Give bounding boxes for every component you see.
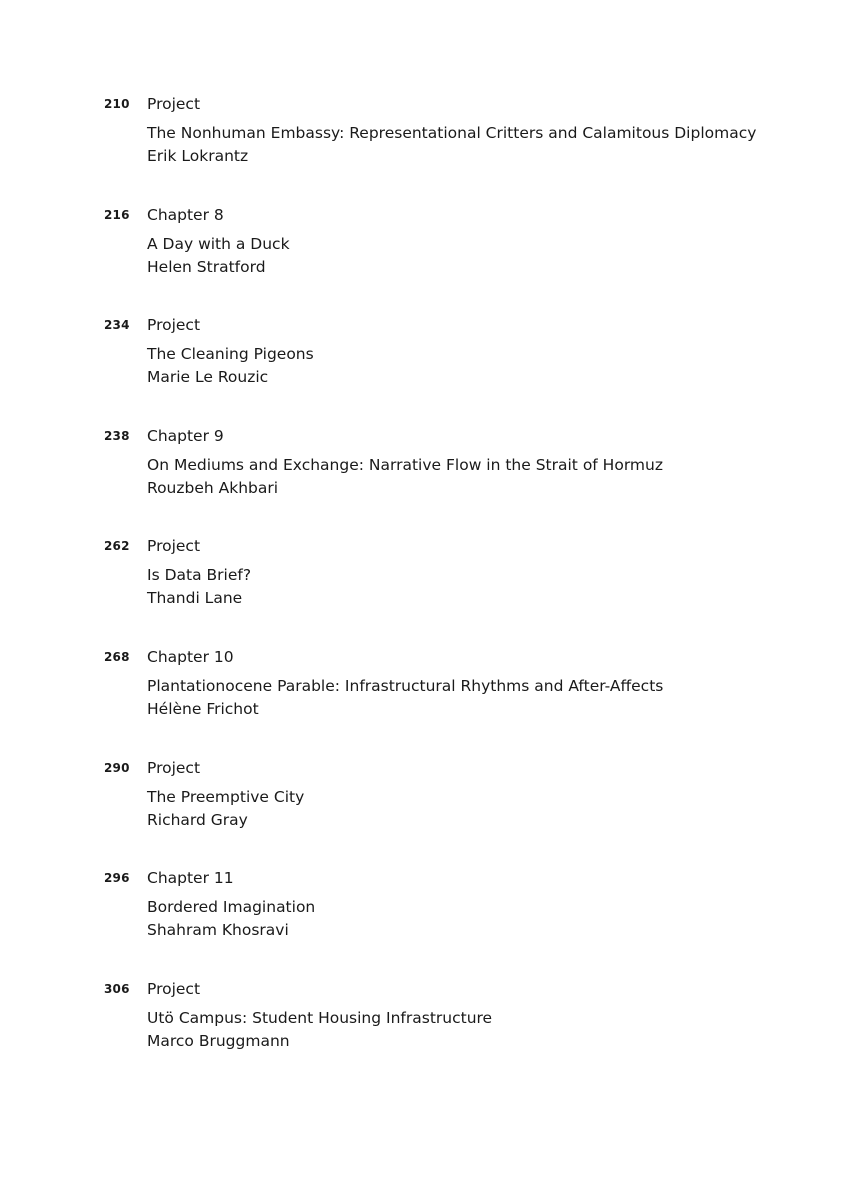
page-number: 296 — [104, 871, 130, 886]
page-number: 234 — [104, 318, 130, 333]
entry-title: Is Data Brief? — [147, 566, 252, 585]
toc-entry — [0, 978, 856, 1089]
entry-title: Bordered Imagination — [147, 898, 316, 917]
entry-type: Project — [147, 95, 201, 113]
entry-title: Utö Campus: Student Housing Infrastructure — [147, 1008, 493, 1027]
toc-entry — [0, 757, 856, 868]
page-number: 216 — [104, 207, 130, 222]
page-number: 238 — [104, 428, 130, 443]
entry-author: Rouzbeh Akhbari — [147, 478, 279, 497]
toc-entry — [0, 535, 856, 646]
entry-type: Project — [147, 758, 201, 777]
entry-author: Thandi Lane — [147, 589, 243, 608]
page-number: 262 — [104, 539, 130, 554]
page-number: 268 — [104, 649, 130, 664]
entry-title: Plantationocene Parable: Infrastructural Rhythms and After-Affects — [147, 676, 664, 695]
entry-title: The Cleaning Pigeons — [147, 345, 314, 364]
entry-author: Hélène Frichot — [147, 699, 259, 718]
toc-entry — [0, 646, 856, 757]
entry-type: Project — [147, 979, 201, 998]
entry-type: Chapter 10 — [147, 647, 234, 666]
toc-entry — [0, 425, 856, 536]
toc-entry — [0, 867, 856, 978]
entry-title: The Preemptive City — [147, 787, 305, 806]
entry-title: The Nonhuman Embassy: Representational Critters and Calamitous Diplomacy — [147, 124, 757, 142]
entry-author: Shahram Khosravi — [147, 921, 289, 940]
entry-type: Chapter 11 — [147, 869, 234, 888]
entry-author: Richard Gray — [147, 810, 248, 829]
entry-title: On Mediums and Exchange: Narrative Flow in the Strait of Hormuz — [147, 455, 663, 474]
entry-author: Marco Bruggmann — [147, 1031, 290, 1050]
entry-type: Chapter 8 — [147, 205, 224, 224]
table-of-contents — [0, 93, 856, 1088]
toc-entry — [0, 314, 856, 425]
entry-type: Project — [147, 316, 201, 335]
page-number: 210 — [104, 97, 130, 111]
toc-entry — [0, 204, 856, 315]
toc-entry — [0, 93, 856, 204]
entry-author: Helen Stratford — [147, 257, 266, 276]
entry-type: Chapter 9 — [147, 426, 224, 445]
page-number: 306 — [104, 981, 130, 996]
page-number: 290 — [104, 760, 130, 775]
entry-author: Marie Le Rouzic — [147, 368, 269, 387]
entry-type: Project — [147, 537, 201, 556]
entry-title: A Day with a Duck — [147, 234, 290, 253]
entry-author: Erik Lokrantz — [147, 147, 249, 165]
